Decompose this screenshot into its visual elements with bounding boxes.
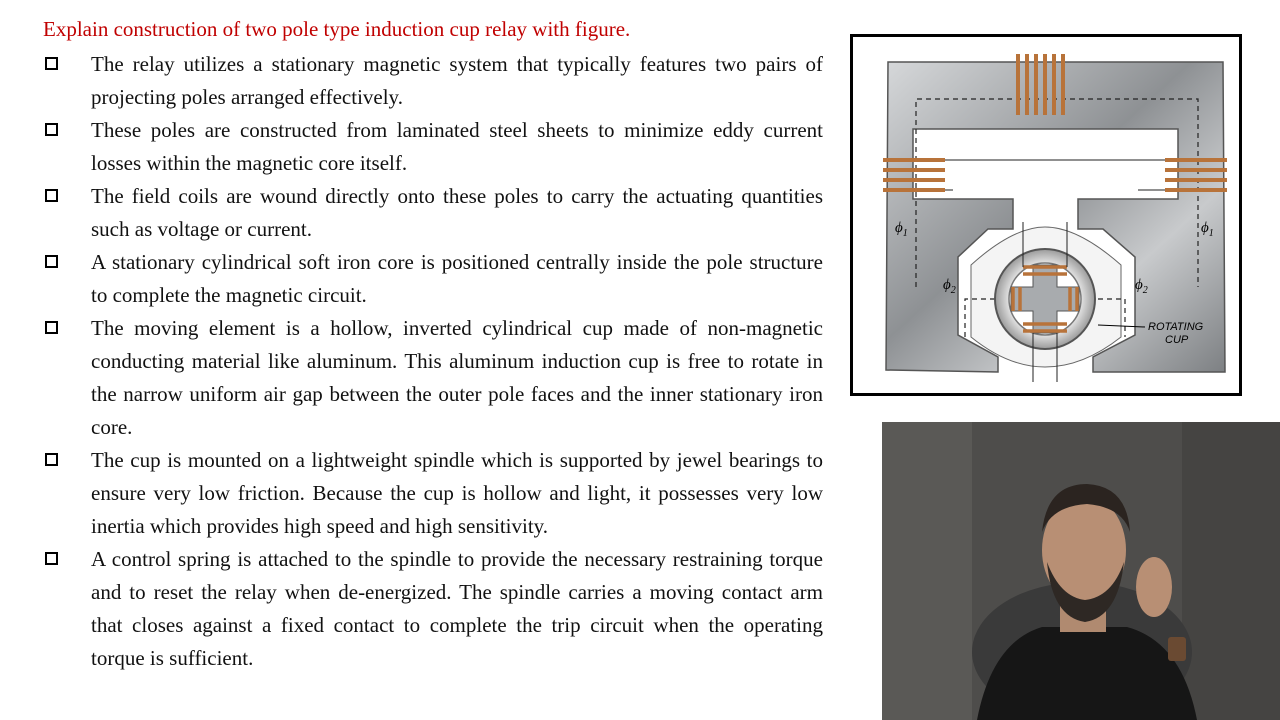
presenter-hand (1136, 557, 1172, 617)
bullet-text: The moving element is a hollow, inverted cylindrical cup made of non-magnetic conducting material like aluminum. This aluminum induction cup is free to rotate in the narrow uniform air gap between the outer pole faces and the inner stationary iron core. (91, 316, 823, 439)
bullet-text: The field coils are wound directly onto these poles to carry the actuating quantities such as voltage or current. (91, 184, 823, 241)
checkbox-bullet-icon (45, 57, 58, 70)
bullet-item (43, 180, 823, 246)
bullet-text: These poles are constructed from laminated steel sheets to minimize eddy current losses within the magnetic core itself. (91, 118, 823, 175)
presenter-video-frame (882, 422, 1280, 720)
bullet-item (43, 444, 823, 543)
flux-label-phi2-right: $\phi_2$ (1135, 277, 1148, 296)
checkbox-bullet-icon (45, 255, 58, 268)
bullet-item (43, 48, 823, 114)
flux-label-phi1-left: $\phi_1$ (895, 220, 908, 239)
bullet-item (43, 246, 823, 312)
bullet-text: The cup is mounted on a lightweight spindle which is supported by jewel bearings to ensure very low friction. Because the cup is hollow and light, it possesses very low inertia which provides high speed and high sensitivity. (91, 448, 823, 538)
presenter-watch (1168, 637, 1186, 661)
flux-label-phi2-left: $\phi_2$ (943, 277, 956, 296)
bullet-item (43, 114, 823, 180)
bullet-list (43, 48, 823, 675)
bullet-item (43, 543, 823, 675)
checkbox-bullet-icon (45, 189, 58, 202)
bullet-text: The relay utilizes a stationary magnetic system that typically features two pairs of projecting poles arranged effectively. (91, 52, 823, 109)
induction-cup-relay-diagram (853, 37, 1239, 393)
rotating-cup-label-line1: ROTATING (1148, 321, 1204, 333)
flux-label-phi1-right: $\phi_1$ (1201, 220, 1214, 239)
bullet-text: A stationary cylindrical soft iron core is positioned centrally inside the pole structure to complete the magnetic circuit. (91, 250, 823, 307)
bullet-item (43, 312, 823, 444)
checkbox-bullet-icon (45, 453, 58, 466)
bullet-text: A control spring is attached to the spindle to provide the necessary restraining torque and to reset the relay when de-energized. The spindle carries a moving contact arm that closes against a fixed contact to complete the trip circuit when the operating torque is sufficient. (91, 547, 823, 670)
relay-figure (850, 34, 1242, 396)
rotating-cup-label-line2: CUP (1165, 334, 1189, 346)
checkbox-bullet-icon (45, 552, 58, 565)
checkbox-bullet-icon (45, 321, 58, 334)
slide-title: Explain construction of two pole type induction cup relay with figure. (43, 17, 631, 41)
presenter-webcam (882, 422, 1280, 720)
checkbox-bullet-icon (45, 123, 58, 136)
